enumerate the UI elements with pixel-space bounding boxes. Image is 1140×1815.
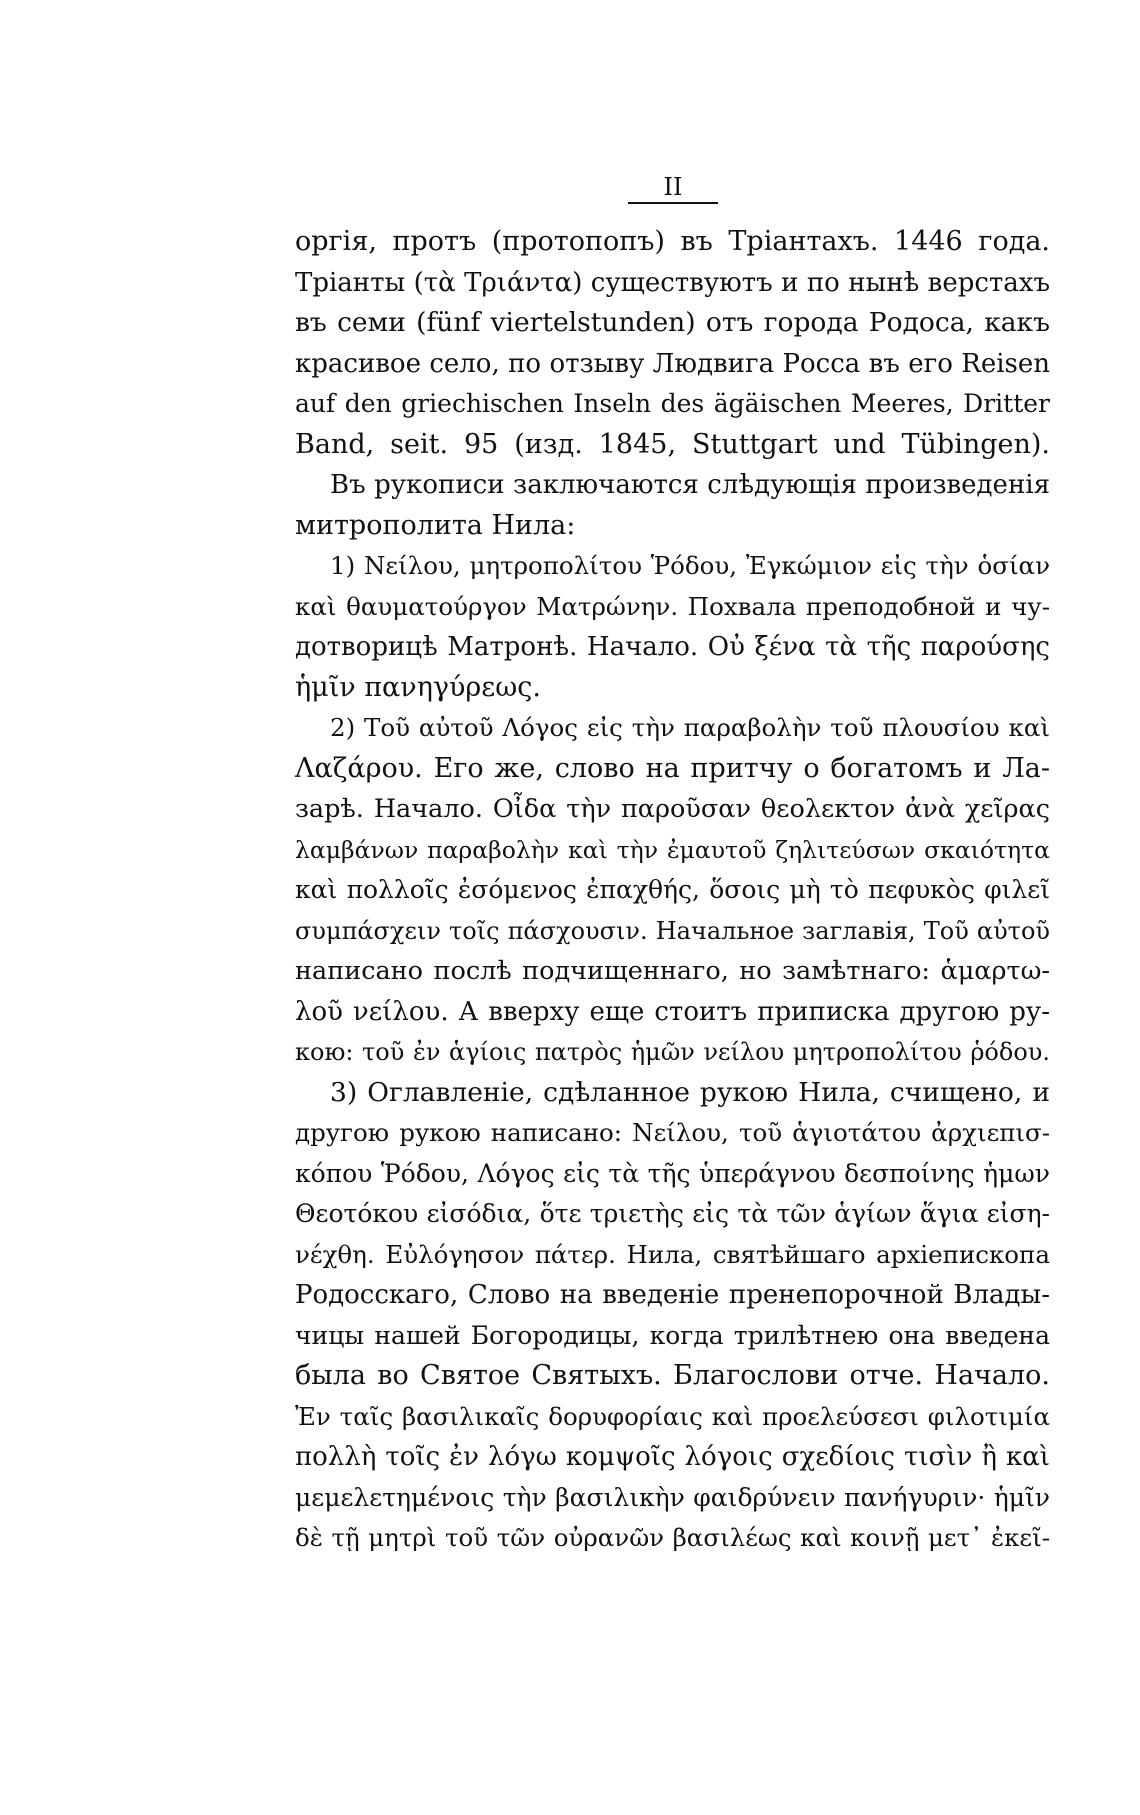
text-line: συμπάσχειν τοῖς πάσχουσιν. Начальное заглавія, Τοῦ αὐτοῦ	[295, 916, 1050, 945]
text-line: Родосскаго, Слово на введеніе пренепорочной Влады-	[295, 1280, 1050, 1310]
text-line: μεμελετημένοις τὴν βασιλικὴν φαιδρύνειν πανήγυριν· ἡμῖν	[295, 1482, 1050, 1512]
text-line: Въ рукописи заключаются слѣдующія произведенія	[330, 470, 1050, 500]
text-line: Ἐν ταῖς βασιλικαῖς δορυφορίαις καὶ προελεύσεσι φιλοτιμία	[295, 1401, 1050, 1431]
text-line: 3) Оглавленіе, сдѣланное рукою Нила, счищено, и	[330, 1076, 1050, 1108]
text-line: Λαζάρου. Его же, слово на притчу о богатомъ и Ла-	[295, 752, 1050, 784]
text-line: оргія, протъ (протопопъ) въ Тріантахъ. 1446 года.	[295, 226, 1050, 257]
text-line: ἡμῖν πανηγύρεως.	[295, 671, 542, 703]
text-line: νέχθη. Εὐλόγησον πάτερ. Нила, святѣйшаго архіепископа	[295, 1239, 1050, 1269]
text-line: Θεοτόκου εἰσόδια, ὅτε τριετὴς εἰς τὰ τῶν ἁγίων ἅγια εἰση-	[295, 1199, 1050, 1228]
text-line: дотворицѣ Матронѣ. Начало. Οὐ ξένα τὰ τῆς παρούσης	[295, 632, 1050, 662]
body-text	[295, 222, 1050, 1559]
text-line: auf den griechischen Inseln des ägäischen Meeres, Dritter	[295, 389, 1050, 418]
text-line: καὶ πολλοῖς ἐσόμενος ἐπαχθής, ὅσοις μὴ τὸ πεφυκὸς φιλεῖ	[295, 875, 1050, 904]
text-line: Тріанты (τὰ Τριάντα) существуютъ и по нынѣ верстахъ	[295, 267, 1050, 298]
text-line: πολλὴ τοῖς ἐν λόγω κομψοῖς λόγοις σχεδίοις τισὶν ἢ καὶ	[295, 1442, 1050, 1472]
text-line: λαμβάνων παραβολὴν καὶ τὴν ἐμαυτοῦ ζηλιτεύσων σκαιότητα	[295, 835, 1050, 864]
page-number-rule	[628, 202, 718, 204]
text-line: зарѣ. Начало. Οἶδα τὴν παροῦσαν θεολεκτον ἀνὰ χεῖρας	[295, 794, 1050, 824]
text-line: 1) Νείλου, μητροπολίτου Ῥόδου, Ἐγκώμιον εἰς τὴν ὁσίαν	[330, 551, 1050, 580]
page-number: II	[663, 173, 683, 201]
text-line: кою: τοῦ ἐν ἁγίοις πατρὸς ἡμῶν νείλου μητροπολίτου ῥόδου.	[295, 1038, 1050, 1066]
text-line: красивое село, по отзыву Людвига Росса въ его Reisen	[295, 348, 1050, 379]
text-line: 2) Τοῦ αὐτοῦ Λόγος εἰς τὴν παραβολὴν τοῦ πλουσίου καὶ	[330, 713, 1050, 742]
text-line: δὲ τῇ μητρὶ τοῦ τῶν οὐρανῶν βασιλέως καὶ κοινῇ μετ᾽ ἐκεῖ-	[295, 1523, 1050, 1552]
text-line: чицы нашей Богородицы, когда трилѣтнею она введена	[295, 1320, 1050, 1350]
text-line: митрополита Нила:	[295, 509, 576, 541]
text-line: Band, seit. 95 (изд. 1845, Stuttgart und Tübingen).	[295, 428, 1050, 460]
text-line: другою рукою написано: Νείλου, τοῦ ἁγιοτάτου ἀρχιεπισ-	[295, 1118, 1050, 1147]
text-line: λοῦ νείλου. А вверху еще стоитъ приписка другою ру-	[295, 996, 1050, 1027]
text-line: κόπου Ῥόδου, Λόγος εἰς τὰ τῆς ὑπεράγνου δεσποίνης ἡμων	[295, 1158, 1050, 1188]
text-line: написано послѣ подчищеннаго, но замѣтнаго: ἁμαρτω-	[295, 956, 1050, 986]
text-line: καὶ θαυματούργον Ματρώνην. Похвала преподобной и чу-	[295, 591, 1050, 621]
text-line: была во Святое Святыхъ. Благослови отче. Начало.	[295, 1360, 1050, 1391]
text-line: въ семи (fünf viertelstunden) отъ города Родоса, какъ	[295, 307, 1050, 338]
